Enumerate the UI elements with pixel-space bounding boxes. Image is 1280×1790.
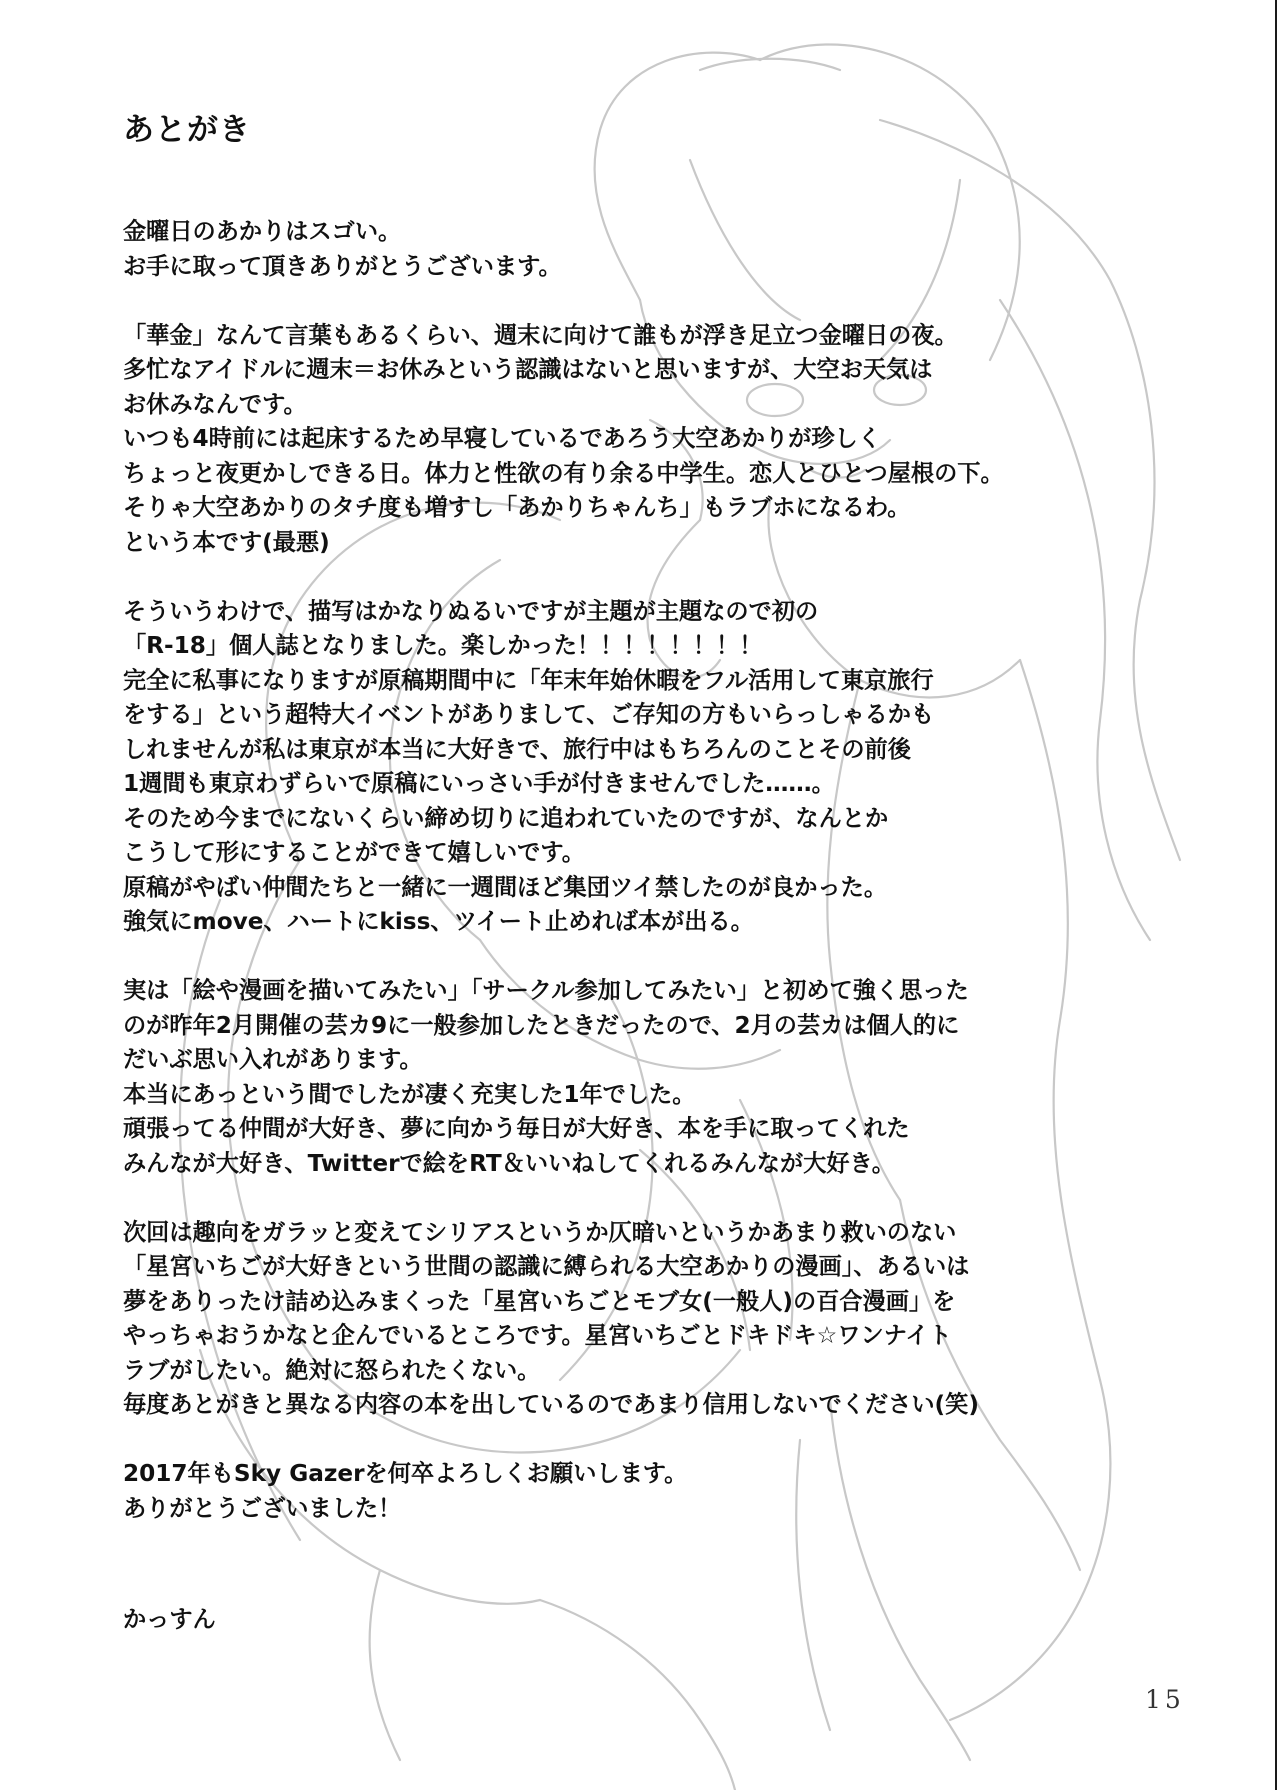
- paragraph-gap: [123, 1181, 1004, 1216]
- text-line: 強気にmove、ハートにkiss、ツイート止めれば本が出る。: [123, 908, 754, 935]
- text-line: 「R-18」個人誌となりました。楽しかった！！！！！！！！: [123, 632, 763, 659]
- paragraph-gap: [123, 1423, 1004, 1458]
- text-line: 多忙なアイドルに週末＝お休みという認識はないと思いますが、大空お天気は: [123, 356, 933, 383]
- text-line: 「華金」なんて言葉もあるくらい、週末に向けて誰もが浮き足立つ金曜日の夜。: [123, 321, 958, 349]
- text-line: 原稿がやばい仲間たちと一緒に一週間ほど集団ツイ禁したのが良かった。: [123, 873, 888, 901]
- page-edge-line: [1275, 0, 1277, 1790]
- page-number: 15: [1145, 1685, 1185, 1714]
- paragraph-gap: [123, 284, 1004, 319]
- text-line: しれませんが私は東京が本当に大好きで、旅行中はもちろんのことその前後: [123, 735, 911, 763]
- text-line: 毎度あとがきと異なる内容の本を出しているのであまり信用しないでください(笑): [123, 1391, 979, 1418]
- text-line: という本です(最悪): [123, 528, 330, 556]
- text-line: 頑張ってる仲間が大好き、夢に向かう毎日が大好き、本を手に取ってくれた: [123, 1115, 910, 1142]
- text-line: そのため今までにないくらい締め切りに追われていたのですが、なんとか: [123, 804, 889, 832]
- text-line: だいぶ思い入れがあります。: [123, 1046, 423, 1073]
- text-line: いつも4時前には起床するため早寝しているであろう大空あかりが珍しく: [123, 425, 881, 452]
- text-line: をする」という超特大イベントがありまして、ご存知の方もいらっしゃるかも: [123, 701, 935, 728]
- text-line: こうして形にすることができて嬉しいです。: [123, 839, 585, 866]
- text-line: のが昨年2月開催の芸カ9に一般参加したときだったので、2月の芸カは個人的に: [123, 1011, 960, 1039]
- text-line: 「星宮いちごが大好きという世間の認識に縛られる大空あかりの漫画」、あるいは: [123, 1253, 970, 1280]
- text-line: そういうわけで、描写はかなりぬるいですが主題が主題なので初の: [123, 597, 819, 625]
- text-line: ラブがしたい。絶対に怒られたくない。: [123, 1356, 541, 1384]
- text-line: 完全に私事になりますが原稿期間中に「年末年始休暇をフル活用して東京旅行: [123, 666, 934, 694]
- text-line: お手に取って頂きありがとうございます。: [123, 252, 562, 280]
- paragraph-gap: [123, 940, 1004, 975]
- text-line: 次回は趣向をガラッと変えてシリアスというか仄暗いというかあまり救いのない: [123, 1218, 957, 1246]
- text-line: そりゃ大空あかりのタチ度も増すし「あかりちゃんち」もラブホになるわ。: [123, 494, 911, 521]
- text-line: やっちゃおうかなと企んでいるところです。星宮いちごとドキドキ☆ワンナイト: [123, 1322, 952, 1349]
- text-line: 金曜日のあかりはスゴい。: [123, 218, 402, 245]
- paragraph-gap: [123, 560, 1004, 595]
- author-signature: かっすん: [123, 1606, 216, 1633]
- text-line: 2017年もSky Gazerを何卒よろしくお願いします。: [123, 1460, 688, 1487]
- text-line: お休みなんです。: [123, 390, 307, 418]
- text-line: みんなが大好き、Twitterで絵をRT＆いいねしてくれるみんなが大好き。: [123, 1149, 895, 1177]
- text-line: 実は「絵や漫画を描いてみたい」「サークル参加してみたい」と初めて強く思った: [123, 977, 969, 1004]
- text-line: 1週間も東京わずらいで原稿にいっさい手が付きませんでした……。: [123, 770, 835, 797]
- text-line: ありがとうございました！: [123, 1494, 402, 1522]
- text-line: ちょっと夜更かしできる日。体力と性欲の有り余る中学生。恋人とひとつ屋根の下。: [123, 459, 1004, 487]
- text-line: 夢をありったけ詰め込みまくった「星宮いちごとモブ女(一般人)の百合漫画」を: [123, 1287, 956, 1315]
- text-line: 本当にあっという間でしたが凄く充実した1年でした。: [123, 1080, 696, 1108]
- page-heading: あとがき: [123, 112, 251, 148]
- afterword-body: [123, 215, 1004, 1526]
